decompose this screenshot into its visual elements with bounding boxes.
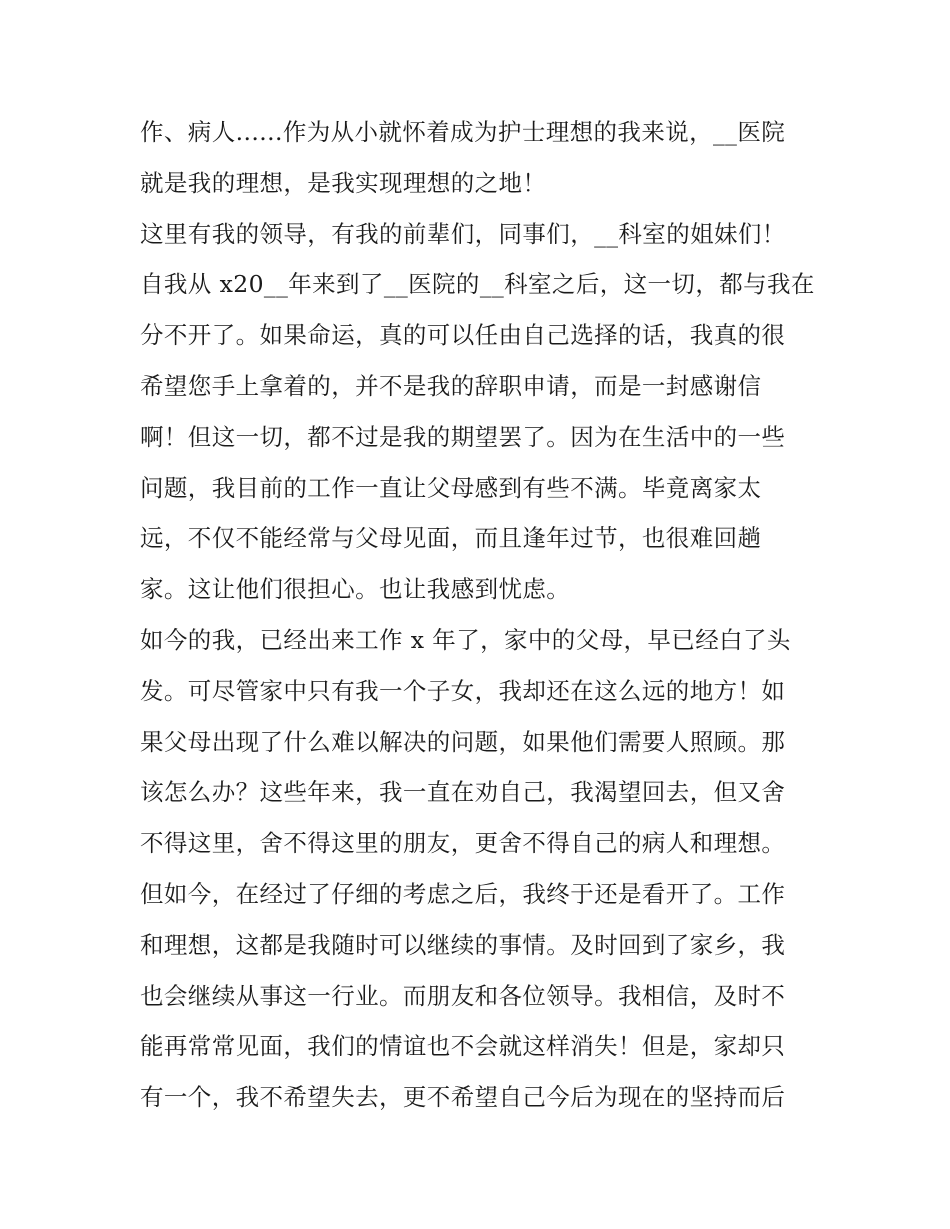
text-line: 也会继续从事这一行业。而朋友和各位领导。我相信，及时不 [140, 981, 786, 1010]
text-line: 该怎么办？这些年来，我一直在劝自己，我渴望回去，但又舍 [140, 778, 786, 807]
text-line: 希望您手上拿着的，并不是我的辞职申请，而是一封感谢信 [140, 371, 762, 400]
text-line: 自我从 x20__年来到了__医院的__科室之后，这一切，都与我在 [140, 270, 815, 299]
text-line: 问题，我目前的工作一直让父母感到有些不满。毕竟离家太 [140, 473, 762, 502]
text-line: 如今的我，已经出来工作 x 年了，家中的父母，早已经白了头 [140, 625, 791, 654]
text-line: 发。可尽管家中只有我一个子女，我却还在这么远的地方！如 [140, 676, 786, 705]
letter-body [140, 107, 816, 1123]
text-line: 这里有我的领导，有我的前辈们，同事们，__科室的姐妹们！ [140, 219, 786, 248]
text-line: 远，不仅不能经常与父母见面，而且逢年过节，也很难回趟 [140, 524, 762, 553]
text-line: 果父母出现了什么难以解决的问题，如果他们需要人照顾。那 [140, 727, 786, 756]
text-line: 有一个，我不希望失去，更不希望自己今后为现在的坚持而后 [140, 1083, 786, 1112]
text-line: 就是我的理想，是我实现理想的之地！ [140, 168, 547, 197]
text-line: 不得这里，舍不得这里的朋友，更舍不得自己的病人和理想。 [140, 829, 786, 858]
text-line: 作、病人......作为从小就怀着成为护士理想的我来说，__医院 [140, 118, 786, 146]
text-line: 分不开了。如果命运，真的可以任由自己选择的话，我真的很 [140, 321, 786, 350]
text-line: 家。这让他们很担心。也让我感到忧虑。 [140, 575, 571, 604]
text-line: 能再常常见面，我们的情谊也不会就这样消失！但是，家却只 [140, 1032, 786, 1061]
text-line: 啊！但这一切，都不过是我的期望罢了。因为在生活中的一些 [140, 422, 786, 451]
text-line: 和理想，这都是我随时可以继续的事情。及时回到了家乡，我 [140, 930, 786, 959]
text-line: 但如今，在经过了仔细的考虑之后，我终于还是看开了。工作 [140, 879, 786, 908]
